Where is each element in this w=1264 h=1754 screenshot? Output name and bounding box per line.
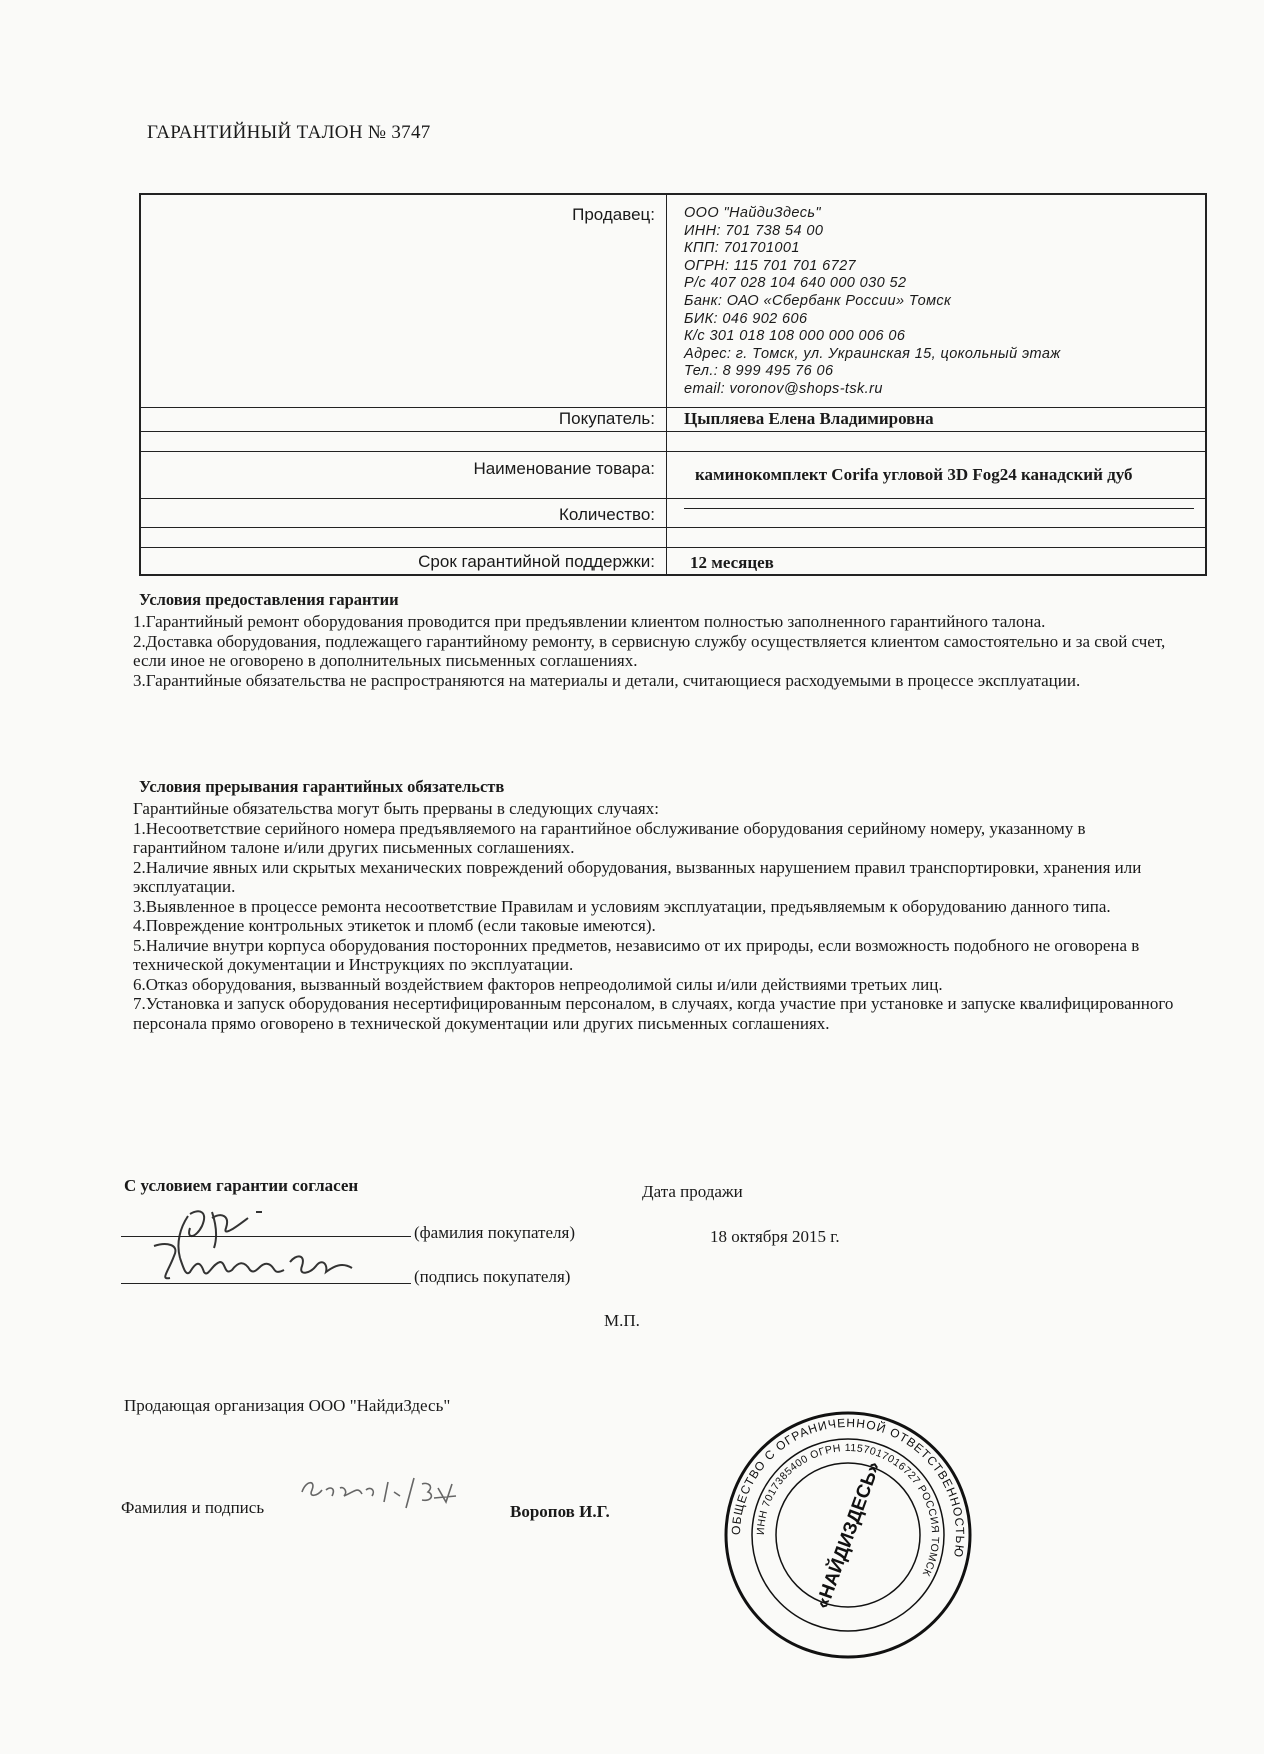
signature-caption: (подпись покупателя) <box>414 1267 571 1286</box>
row-divider <box>141 547 1205 548</box>
quantity-label: Количество: <box>558 505 655 524</box>
product-underline <box>684 508 1194 509</box>
warranty-label: Срок гарантийной поддержки: <box>418 552 655 571</box>
row-divider <box>141 527 1205 528</box>
seal-outer-text: ОБЩЕСТВО С ОГРАНИЧЕННОЙ ОТВЕТСТВЕННОСТЬЮ <box>728 1415 968 1559</box>
seller-line: КПП: 701701001 <box>684 240 800 257</box>
seller-name: Воропов И.Г. <box>510 1502 610 1521</box>
conditions-list <box>133 612 1183 690</box>
termination-item: 6.Отказ оборудования, вызванный воздействием факторов непреодолимой силы и/или действиями третьих лиц. <box>133 974 943 994</box>
termination-item: 4.Повреждение контрольных этикеток и пломб (если таковые имеются). <box>133 916 656 935</box>
signature-line <box>121 1283 411 1284</box>
conditions-heading: Условия предоставления гарантии <box>139 590 399 609</box>
seller-line: ОГРН: 115 701 701 6727 <box>684 257 857 274</box>
seal-center-text: «НАЙДИЗДЕСЬ» <box>812 1458 885 1612</box>
seller-signature <box>296 1470 496 1516</box>
termination-item: 5.Наличие внутри корпуса оборудования посторонних предметов, независимо от их природы, если возможность подобного не оговорена в технической документации и Инструкциях по эксплуатации. <box>133 935 1140 974</box>
seller-details <box>684 205 1061 399</box>
surname-caption: (фамилия покупателя) <box>414 1223 575 1242</box>
warranty-value: 12 месяцев <box>690 553 774 572</box>
seller-line: ИНН: 701 738 54 00 <box>684 222 824 239</box>
buyer-label: Покупатель: <box>558 409 655 428</box>
agree-label: С условием гарантии согласен <box>124 1176 359 1195</box>
termination-list <box>133 799 1183 1033</box>
termination-heading: Условия прерывания гарантийных обязательств <box>139 777 505 796</box>
condition-item: 3.Гарантийные обязательства не распространяются на материалы и детали, считающиеся расходуемыми в процессе эксплуатации. <box>133 670 1081 690</box>
seller-line: email: voronov@shops-tsk.ru <box>684 380 883 397</box>
sale-date-label: Дата продажи <box>642 1182 743 1201</box>
seller-line: ООО "НайдиЗдесь" <box>684 205 821 221</box>
document-title: ГАРАНТИЙНЫЙ ТАЛОН № 3747 <box>147 122 431 143</box>
condition-item: 2.Доставка оборудования, подлежащего гарантийному ремонту, в сервисную службу осуществляется клиентом самостоятельно и за свой счет, если иное не оговорено в дополнительных письменных соглашениях. <box>133 631 1166 670</box>
seller-line: Банк: ОАО «Сбербанк России» Томск <box>684 292 952 309</box>
termination-item: 2.Наличие явных или скрытых механических повреждений оборудования, вызванных нарушением правил транспортировки, хранения или эксплуатации. <box>133 857 1142 896</box>
row-divider <box>141 451 1205 452</box>
seller-label: Продавец: <box>572 205 655 224</box>
info-table <box>139 193 1207 576</box>
condition-item: 1.Гарантийный ремонт оборудования проводится при предъявлении клиентом полностью заполненного гарантийного талона. <box>133 612 1046 631</box>
buyer-value: Цыпляева Елена Владимировна <box>684 409 934 428</box>
seller-line: Адрес: г. Томск, ул. Украинская 15, цокольный этаж <box>684 345 1061 362</box>
row-divider <box>141 498 1205 499</box>
product-value: каминокомплект Corifa угловой 3D Fog24 канадский дуб <box>695 465 1133 484</box>
sale-date: 18 октября 2015 г. <box>710 1227 840 1246</box>
seal-inner-text: ИНН 7017385400 ОГРН 1157017016727 РОССИЯ ТОМСК <box>754 1441 942 1579</box>
product-label: Наименование товара: <box>473 459 655 478</box>
company-seal <box>723 1410 973 1660</box>
row-divider <box>141 431 1205 432</box>
row-divider <box>141 407 1205 408</box>
table-divider <box>666 195 667 574</box>
seller-line: Р/с 407 028 104 640 000 030 52 <box>684 275 907 292</box>
seller-line: БИК: 046 902 606 <box>684 310 808 327</box>
termination-item: 7.Установка и запуск оборудования несертифицированным персоналом, в случаях, когда участие при установке и запуске квалифицированного персонала прямо оговорено в технической документации или других письменных соглашениях. <box>133 994 1174 1033</box>
seller-org: Продающая организация ООО "НайдиЗдесь" <box>124 1396 451 1415</box>
termination-item: 1.Несоответствие серийного номера предъявляемого на гарантийное обслуживание оборудования серийному номеру, указанному в гарантийном талоне и/или других письменных соглашениях. <box>133 818 1086 857</box>
name-sign-label: Фамилия и подпись <box>121 1498 265 1517</box>
seller-line: Тел.: 8 999 495 76 06 <box>684 363 834 380</box>
termination-intro: Гарантийные обязательства могут быть прерваны в следующих случаях: <box>133 799 659 818</box>
mp-label: М.П. <box>604 1311 640 1330</box>
seller-line: К/с 301 018 108 000 000 006 06 <box>684 328 906 345</box>
termination-item: 3.Выявленное в процессе ремонта несоответствие Правилам и условиям эксплуатации, предъявляемым к оборудованию данного типа. <box>133 896 1111 916</box>
